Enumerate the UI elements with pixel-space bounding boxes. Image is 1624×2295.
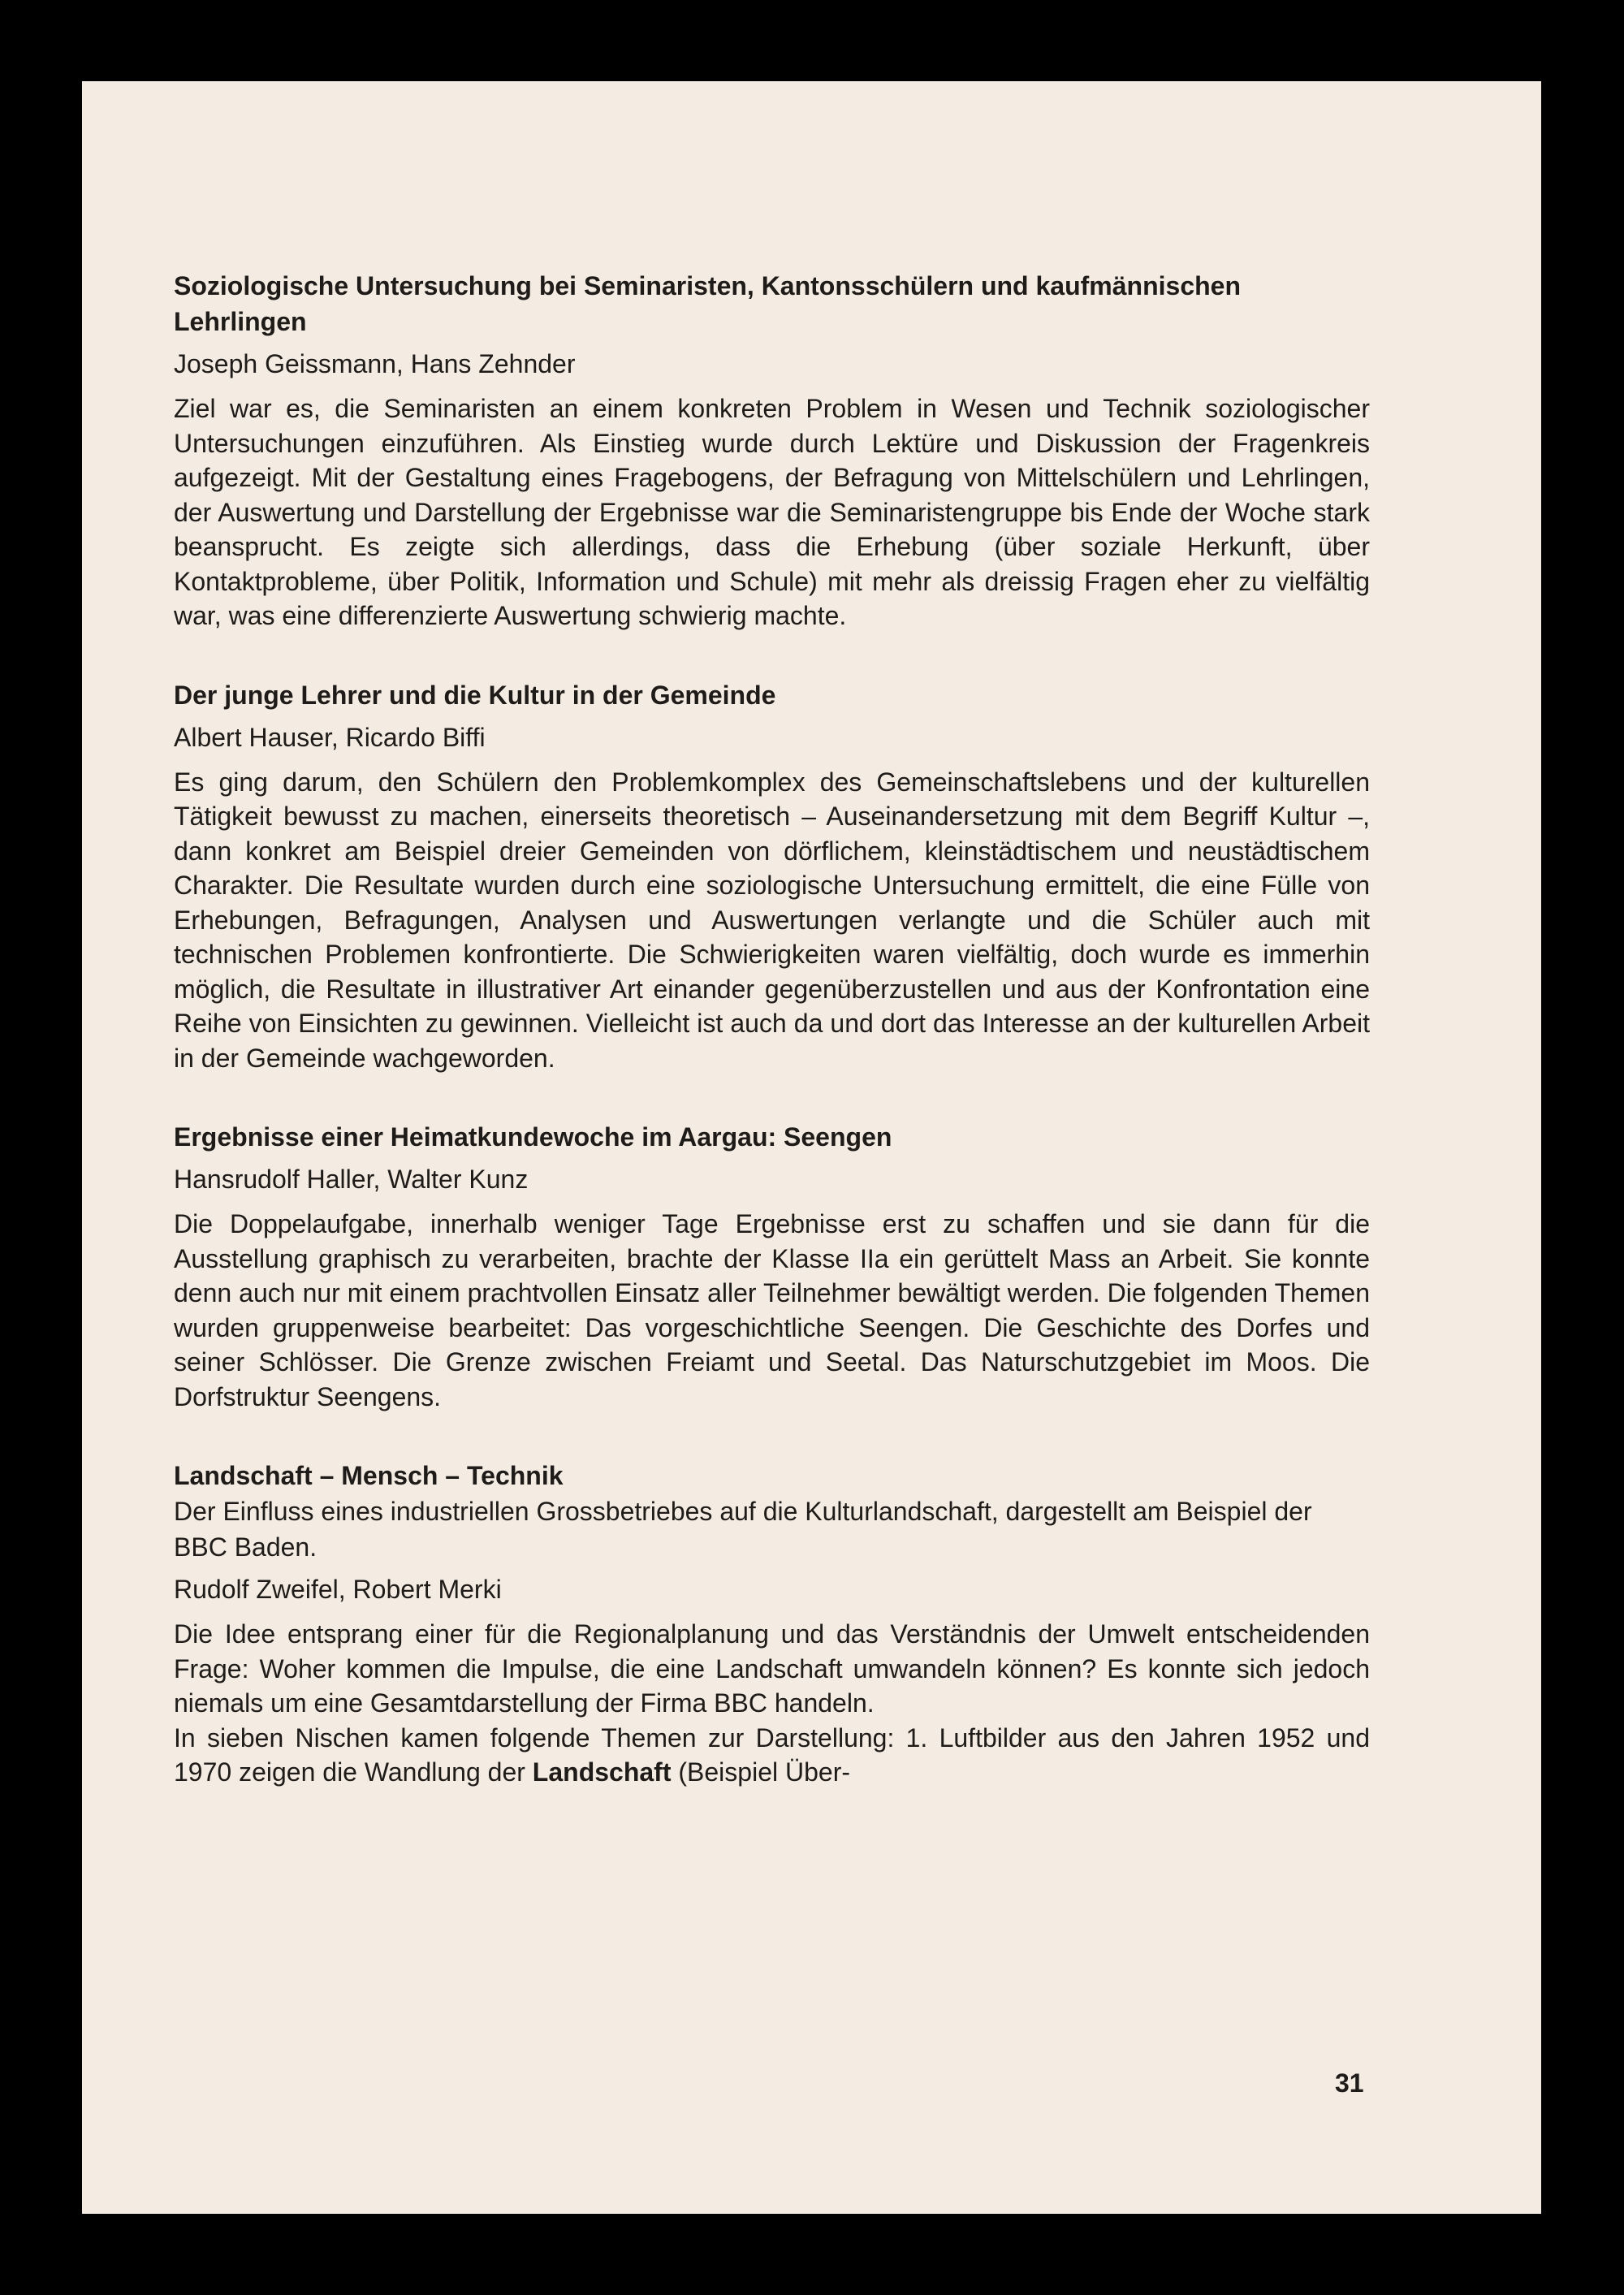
- section-heimatkundewoche: [174, 1119, 1370, 1414]
- section-title: Der junge Lehrer und die Kultur in der Gemeinde: [174, 680, 776, 710]
- section-junge-lehrer: [174, 677, 1370, 1076]
- section-authors: Rudolf Zweifel, Robert Merki: [174, 1575, 502, 1604]
- section-title: Ergebnisse einer Heimatkundewoche im Aargau: Seengen: [174, 1122, 892, 1152]
- section-body: Es ging darum, den Schülern den Problemkomplex des Gemeinschaftslebens und der kulturellen Tätigkeit bewusst zu machen, einerseits theoretisch – Auseinandersetzung mit dem Begriff Kultur –, dann konkret am Beispiel dreier Gemeinden von dörflichem, kleinstädtischem und neustädtischem Charakter. Die Resultate wurden durch eine soziologische Untersuchung ermittelt, die eine Fülle von Erhebungen, Befragungen, Analysen und Auswertungen verlangte und die Schüler auch mit technischen Problemen konfrontierte. Die Schwierigkeiten waren vielfältig, doch wurde es immerhin möglich, die Resultate in illustrativer Art einander gegenüberzustellen und aus der Konfrontation eine Reihe von Einsichten zu gewinnen. Vielleicht ist auch da und dort das Interesse an der kulturellen Arbeit in der Gemeinde wachgeworden.: [174, 767, 1370, 1073]
- section-authors: Joseph Geissmann, Hans Zehnder: [174, 349, 576, 378]
- section-body: Ziel war es, die Seminaristen an einem konkreten Problem in Wesen und Technik soziologischer Untersuchungen einzuführen. Als Einstieg wurde durch Lektüre und Diskussion der Fragenkreis aufgezeigt. Mit der Gestaltung eines Fragebogens, der Befragung von Mittelschülern und Lehrlingen, der Auswertung und Darstellung der Ergebnisse war die Seminaristengruppe bis Ende der Woche stark beansprucht. Es zeigte sich allerdings, dass die Erhebung (über soziale Herkunft, über Kontaktprobleme, über Politik, Information und Schule) mit mehr als dreissig Fragen eher zu vielfältig war, was eine differenzierte Auswertung schwierig machte.: [174, 394, 1370, 630]
- section-soziologische-untersuchung: [174, 268, 1370, 633]
- page-number: 31: [1335, 2068, 1364, 2098]
- section-title: Soziologische Untersuchung bei Seminaristen, Kantonsschülern und kaufmännischen Lehrlingen: [174, 271, 1241, 336]
- body-text: In sieben Nischen kamen folgende Themen zur Darstellung: 1. Luftbilder aus den Jahren 1952 und 1970 zeigen die Wandlung der: [174, 1722, 1370, 1787]
- section-subtitle: Der Einfluss eines industriellen Grossbetriebes auf die Kulturlandschaft, dargestellt am Beispiel der BBC Baden.: [174, 1497, 1312, 1562]
- section-authors: Hansrudolf Haller, Walter Kunz: [174, 1165, 529, 1194]
- section-body-continued: [174, 1721, 1370, 1790]
- body-emphasis: Landschaft: [532, 1757, 672, 1787]
- section-body: Die Doppelaufgabe, innerhalb weniger Tage Ergebnisse erst zu schaffen und sie dann für die Ausstellung graphisch zu verarbeiten, brachte der Klasse IIa ein gerüttelt Mass an Arbeit. Sie konnte denn auch nur mit einem prachtvollen Einsatz aller Teilnehmer bewältigt werden. Die folgenden Themen wurden gruppenweise bearbeitet: Das vorgeschichtliche Seengen. Die Geschichte des Dorfes und seiner Schlösser. Die Grenze zwischen Freiamt und Seetal. Das Naturschutzgebiet im Moos. Die Dorfstruktur Seengens.: [174, 1209, 1370, 1411]
- section-body: Die Idee entsprang einer für die Regionalplanung und das Verständnis der Umwelt entscheidenden Frage: Woher kommen die Impulse, die eine Landschaft umwandeln können? Es konnte sich jedoch niemals um eine Gesamtdarstellung der Firma BBC handeln.: [174, 1619, 1370, 1718]
- section-title: Landschaft – Mensch – Technik: [174, 1461, 564, 1490]
- section-landschaft-mensch-technik: [174, 1458, 1370, 1790]
- page-content: [174, 268, 1370, 1790]
- body-text: (Beispiel Über-: [671, 1757, 850, 1787]
- section-authors: Albert Hauser, Ricardo Biffi: [174, 722, 486, 752]
